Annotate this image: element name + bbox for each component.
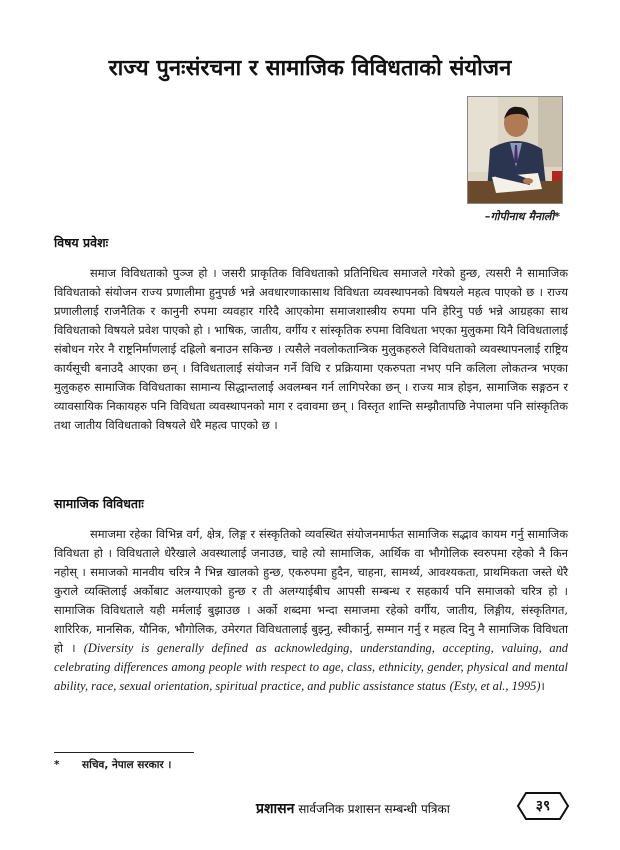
section-paragraph-intro: समाज विविधताको पुञ्ज हो । जसरी प्राकृतिक विविधताको प्रतिनिधित्व समाजले गरेको हुन्छ, त्यसरी नै सामाजिक विविधताको संयोजन राज्य प्रणालीमा हुनुपर्छ भन्ने अवधारणाकासाथ विविधता व्यवस्थापनको विषयले महत्व पाएको छ । राज्य प्रणालीलाई राजनैतिक र कानुनी रुपमा व्यवहार गरिदै आएकोमा समाजशास्त्रीय रुपमा पनि हेरिनु पर्छ भन्ने आग्रहका साथ विविधताको विषयले प्रवेश पाएको हो । भाषिक, जातीय, वर्गीय र सांस्कृतिक रुपमा विविधता भएका मुलुकमा यिनै विविधतालाई संबोधन गरेर नै राष्ट्रनिर्माणलाई दह्रिलो बनाउन सकिन्छ । त्यसैले नवलोकतान्त्रिक मुलुकहरुले विविधताको व्यवस्थापनलाई राष्ट्रिय कार्यसूची बनाउदै आएका छन् । विविधतालाई संयोजन गर्ने विधि र प्रक्रियामा एकरुपता नभए पनि कलिला लोकतन्त्र भएका मुलुकहरु सामाजिक विविधताका सामान्य सिद्धान्तलाई अवलम्बन गर्न लागिपरेका छन् । राज्य मात्र होइन, सामाजिक सङ्गठन र व्यावसायिक निकायहरु पनि विविधता व्यवस्थापनको माग र दवावमा छन् । विस्तृत शान्ति सम्झौतापछि नेपालमा पनि सांस्कृतिक तथा जातीय विविधताको विषयले धेरै महत्व पाएको छ । (54, 266, 568, 432)
journal-name: सार्वजनिक प्रशासन सम्बन्धी पत्रिका (298, 802, 450, 816)
author-photo (467, 96, 563, 204)
section-paragraph-social-diversity (54, 525, 568, 696)
journal-brand: प्रशासन (256, 801, 295, 817)
section-heading-social-diversity: सामाजिक विविधताः (54, 496, 144, 511)
footnote (54, 758, 171, 772)
paragraph-nepali-text: समाजमा रहेका विभिन्न वर्ग, क्षेत्र, लिङ्ग र संस्कृतिको व्यवस्थित संयोजनमार्फत सामाजिक सद्भाव कायम गर्नु सामाजिक विविधता हो । विविधताले धेरैखाले अवस्थालाई जनाउछ, चाहे त्यो सामाजिक, आर्थिक वा भौगोलिक स्वरुपमा रहेको नै किन नहोस् । समाजको मानवीय चरित्र नै भिन्न खालको हुन्छ, एकरुपमा हुदैन, चाहना, सामर्थ्य, आवश्यकता, प्राथमिकता जस्ते धेरै कुराले व्यक्तिलाई अर्कोबाट अलग्याएको हुन्छ र ती अलग्याईबीच आपसी सम्बन्ध र सहकार्य पनि समाजको चरित्र हो । सामाजिक विविधताले यही मर्मलाई बुझाउछ । अर्को शब्दमा भन्दा समाजमा रहेको वर्गीय, जातीय, लिङ्गीय, संस्कृतिगत, शारिरिक, मानसिक, यौनिक, भौगोलिक, उमेरगत विविधतालाई बुझ्नु, स्वीकार्नु, सम्मान गर्नु र महत्व दिनु नै सामाजिक विविधता हो । (54, 527, 568, 655)
journal-footer (256, 799, 450, 818)
end-mark: । (540, 679, 545, 693)
page-number-badge (516, 791, 570, 821)
author-photo-illustration (468, 97, 563, 204)
footnote-text: सचिव, नेपाल सरकार । (82, 759, 172, 771)
citation: (Esty, et al., 1995) (449, 679, 541, 693)
section-heading-intro: विषय प्रवेशः (54, 235, 109, 250)
english-quote: (Diversity is generally defined as acknowledging, understanding, accepting, valuing, and celebrating differences among people with respect to age, class, ethnicity, gender, physical and mental ability, race, sexual orientation, spiritual practice, and public assistance status (54, 641, 569, 693)
page-title: राज्य पुनःसंरचना र सामाजिक विविधताको संयोजन (108, 56, 512, 81)
page-number: ३९ (535, 798, 551, 814)
footnote-divider (54, 752, 194, 753)
footnote-marker: * (54, 759, 60, 771)
author-name: –गोपीनाथ मैनाली* (484, 210, 560, 223)
